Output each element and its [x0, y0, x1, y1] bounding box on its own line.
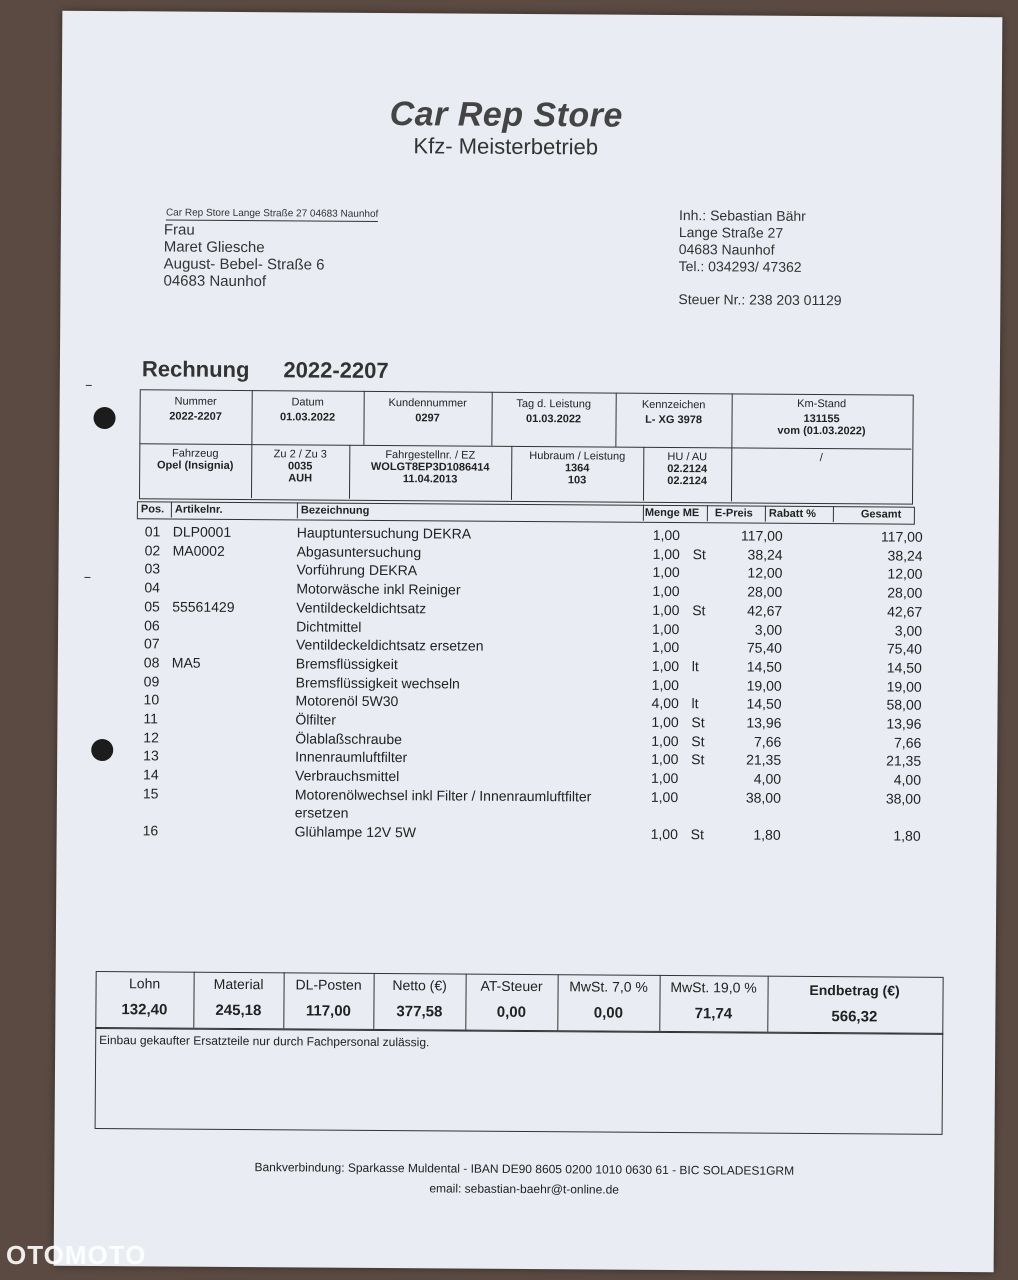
divider	[297, 502, 298, 518]
recipient-salutation: Frau	[163, 221, 195, 239]
item-total: 42,67	[887, 603, 923, 620]
item-pos: 15	[142, 785, 159, 802]
item-description: Glühlampe 12V 5W	[294, 823, 417, 841]
item-description: Hauptuntersuchung DEKRA	[296, 524, 472, 542]
item-quantity: 1,00	[651, 713, 679, 731]
recipient-street: August- Bebel- Straße 6	[163, 255, 325, 274]
item-unit: St	[691, 732, 705, 749]
item-quantity: 1,00	[650, 826, 678, 843]
item-article: DLP0001	[172, 523, 232, 540]
col-menge: Menge ME	[644, 506, 700, 520]
item-total: 117,00	[880, 528, 923, 545]
total-netto-value: 377,58	[396, 1003, 443, 1021]
recipient-name: Maret Gliesche	[163, 238, 265, 257]
item-pos: 06	[144, 616, 160, 633]
item-unit: St	[691, 714, 705, 731]
item-description: Motorwäsche inkl Reiniger	[296, 580, 461, 598]
divider	[171, 502, 172, 518]
item-quantity: 1,00	[652, 545, 680, 562]
item-unit-price: 19,00	[746, 677, 782, 694]
divider	[765, 506, 766, 522]
item-pos: 10	[143, 691, 160, 708]
item-quantity: 1,00	[651, 732, 679, 749]
col-epreis: E-Preis	[714, 507, 753, 520]
invoice-number: 2022-2207	[283, 357, 389, 384]
invoice-title	[142, 356, 389, 384]
field-hubraum: Hubraum / Leistung 1364 103	[529, 450, 626, 487]
item-description: Motorenölwechsel inkl Filter / Innenraumluftfilter	[294, 786, 592, 805]
invoice-label: Rechnung	[141, 356, 250, 383]
item-pos: 12	[143, 729, 159, 746]
item-quantity: 1,00	[652, 564, 680, 581]
item-article: MA5	[171, 654, 201, 671]
item-quantity: 1,00	[651, 639, 680, 656]
item-unit-price: 117,00	[740, 527, 783, 544]
item-article: MA0002	[172, 542, 225, 559]
item-unit-price: 28,00	[747, 583, 783, 600]
item-quantity: 1,00	[652, 620, 680, 637]
item-pos: 04	[144, 579, 161, 596]
total-material-value: 245,18	[215, 1001, 262, 1020]
item-description: Bremsflüssigkeit wechseln	[295, 673, 460, 692]
total-end-value: 566,32	[831, 1008, 878, 1026]
total-at-label: AT-Steuer	[480, 977, 543, 995]
owner-block	[679, 207, 806, 276]
total-at-value: 0,00	[496, 1003, 527, 1021]
item-total: 28,00	[887, 584, 923, 601]
item-total: 38,24	[887, 547, 923, 564]
item-total: 13,96	[886, 715, 922, 732]
sender-line: Car Rep Store Lange Straße 27 04683 Naunhof	[165, 207, 379, 220]
total-dl-label: DL-Posten	[295, 976, 362, 993]
item-total: 75,40	[886, 640, 923, 657]
item-pos: 13	[143, 747, 159, 764]
company-name: Car Rep Store	[389, 95, 624, 135]
item-quantity: 1,00	[650, 788, 679, 805]
watermark-logo: OTOMOTO	[6, 1240, 147, 1270]
item-quantity: 4,00	[651, 695, 679, 712]
item-total: 21,35	[886, 752, 922, 770]
item-total: 7,66	[893, 734, 922, 751]
item-unit-price: 38,24	[747, 546, 783, 563]
item-total: 19,00	[886, 678, 922, 695]
item-description-cont: ersetzen	[294, 804, 349, 821]
item-pos: 11	[143, 710, 159, 727]
field-zu: Zu 2 / Zu 3 0035 AUH	[273, 448, 327, 485]
total-dl-value: 117,00	[305, 1002, 352, 1020]
item-article: 55561429	[172, 598, 235, 615]
item-quantity: 1,00	[651, 751, 679, 768]
item-description: Abgasuntersuchung	[296, 543, 422, 560]
item-description: Ölfilter	[295, 711, 336, 728]
recipient-city: 04683 Naunhof	[163, 272, 267, 291]
field-fahrzeug: Fahrzeug Opel (Insignia)	[156, 447, 234, 472]
item-unit-price: 7,66	[754, 733, 782, 750]
item-description: Ölablaßschraube	[295, 730, 402, 747]
item-unit-price: 12,00	[747, 564, 783, 582]
item-description: Ventildeckeldichtsatz ersetzen	[295, 636, 484, 654]
field-nummer: Nummer 2022-2207	[169, 395, 222, 423]
item-unit: St	[690, 826, 704, 843]
fold-mark	[86, 385, 92, 386]
col-pos: Pos.	[140, 503, 165, 516]
item-unit: St	[692, 601, 706, 619]
item-total: 38,00	[885, 790, 921, 807]
field-empty-slash: /	[819, 452, 823, 465]
item-total: 12,00	[887, 565, 923, 583]
installation-note: Einbau gekaufter Ersatzteile nur durch Fachpersonal zulässig.	[99, 1033, 430, 1050]
item-unit-price: 14,50	[746, 695, 782, 713]
item-unit-price: 3,00	[754, 621, 783, 638]
item-quantity: 1,00	[651, 676, 680, 693]
total-lohn-value: 132,40	[121, 1001, 168, 1019]
item-unit-price: 75,40	[746, 639, 783, 656]
col-gesamt: Gesamt	[860, 508, 902, 521]
item-unit: lt	[691, 658, 699, 675]
total-material-label: Material	[213, 975, 264, 993]
item-quantity: 1,00	[652, 526, 681, 544]
owner-phone: Tel.: 034293/ 47362	[678, 258, 802, 275]
divider	[833, 506, 834, 522]
owner-street: Lange Straße 27	[678, 224, 784, 241]
divider	[643, 505, 644, 521]
field-kmstand: Km-Stand 131155 vom (01.03.2022)	[777, 397, 866, 438]
item-unit-price: 38,00	[745, 789, 781, 806]
item-total: 58,00	[886, 696, 922, 714]
punch-hole	[93, 407, 115, 429]
owner-city: 04683 Naunhof	[678, 241, 775, 258]
owner-name: Inh.: Sebastian Bähr	[678, 207, 806, 224]
total-mwst7-value: 0,00	[593, 1004, 624, 1022]
tax-number: Steuer Nr.: 238 203 01129	[678, 291, 842, 309]
invoice-paper	[54, 11, 1003, 1273]
punch-hole	[91, 739, 113, 761]
item-description: Innenraumluftfilter	[295, 748, 408, 766]
item-pos: 02	[144, 542, 161, 559]
col-bezeichnung: Bezeichnung	[300, 504, 370, 517]
item-total: 1,80	[893, 827, 921, 844]
email-address: email: sebastian-baehr@t-online.de	[429, 1181, 620, 1197]
field-fahrgestell: Fahrgestellnr. / EZ WOLGT8EP3D1086414 11.04.2013	[370, 448, 490, 486]
total-mwst19-label: MwSt. 19,0 %	[670, 979, 757, 996]
item-pos: 08	[143, 654, 160, 671]
item-pos: 01	[144, 523, 161, 540]
item-unit-price: 21,35	[746, 751, 782, 769]
item-pos: 14	[143, 766, 159, 783]
item-description: Dichtmittel	[296, 617, 362, 635]
total-lohn-label: Lohn	[128, 975, 161, 992]
fold-mark	[84, 577, 90, 578]
item-pos: 05	[144, 598, 160, 615]
item-total: 14,50	[886, 659, 922, 676]
item-total: 4,00	[893, 771, 922, 788]
col-artikel: Artikelnr.	[174, 503, 223, 516]
item-description: Verbrauchsmittel	[295, 767, 400, 785]
item-pos: 07	[143, 635, 160, 652]
item-pos: 09	[143, 672, 160, 690]
bank-details: Bankverbindung: Sparkasse Muldental - IBAN DE90 8605 0200 1010 0630 61 - BIC SOLADES1GRM	[254, 1160, 795, 1178]
item-quantity: 1,00	[652, 582, 680, 600]
item-quantity: 1,00	[652, 601, 680, 618]
total-mwst19-value: 71,74	[694, 1005, 733, 1023]
total-netto-label: Netto (€)	[392, 977, 447, 994]
item-pos: 16	[142, 822, 159, 839]
divider	[707, 505, 708, 521]
item-unit-price: 14,50	[746, 658, 782, 675]
item-description: Bremsflüssigkeit	[295, 655, 398, 672]
field-datum: Datum 01.03.2022	[279, 396, 336, 424]
item-unit: St	[692, 545, 706, 562]
item-unit-price: 1,80	[753, 826, 781, 843]
item-description: Vorführung DEKRA	[296, 561, 418, 579]
item-unit-price: 13,96	[746, 714, 782, 731]
item-description: Motorenöl 5W30	[295, 692, 399, 710]
item-unit: lt	[691, 695, 699, 712]
item-unit-price: 4,00	[753, 770, 782, 787]
col-rabatt: Rabatt %	[768, 507, 817, 521]
item-total: 3,00	[894, 622, 923, 639]
field-kundennummer: Kundennummer 0297	[388, 397, 467, 425]
item-quantity: 1,00	[650, 769, 679, 787]
item-quantity: 1,00	[651, 657, 680, 674]
table-row	[119, 822, 939, 846]
total-end-label: Endbetrag (€)	[809, 981, 900, 999]
field-tag-leistung: Tag d. Leistung 01.03.2022	[516, 397, 592, 426]
field-hu-au: HU / AU 02.2124 02.2124	[667, 450, 708, 488]
field-kennzeichen: Kennzeichen L- XG 3978	[641, 398, 706, 427]
item-description: Ventildeckeldichtsatz	[296, 599, 427, 617]
total-mwst7-label: MwSt. 7,0 %	[569, 978, 648, 995]
recipient-address	[163, 221, 324, 290]
item-pos: 03	[144, 560, 161, 577]
item-unit: St	[691, 751, 705, 768]
item-unit-price: 42,67	[747, 602, 783, 619]
company-subtitle: Kfz- Meisterbetrieb	[413, 133, 599, 160]
